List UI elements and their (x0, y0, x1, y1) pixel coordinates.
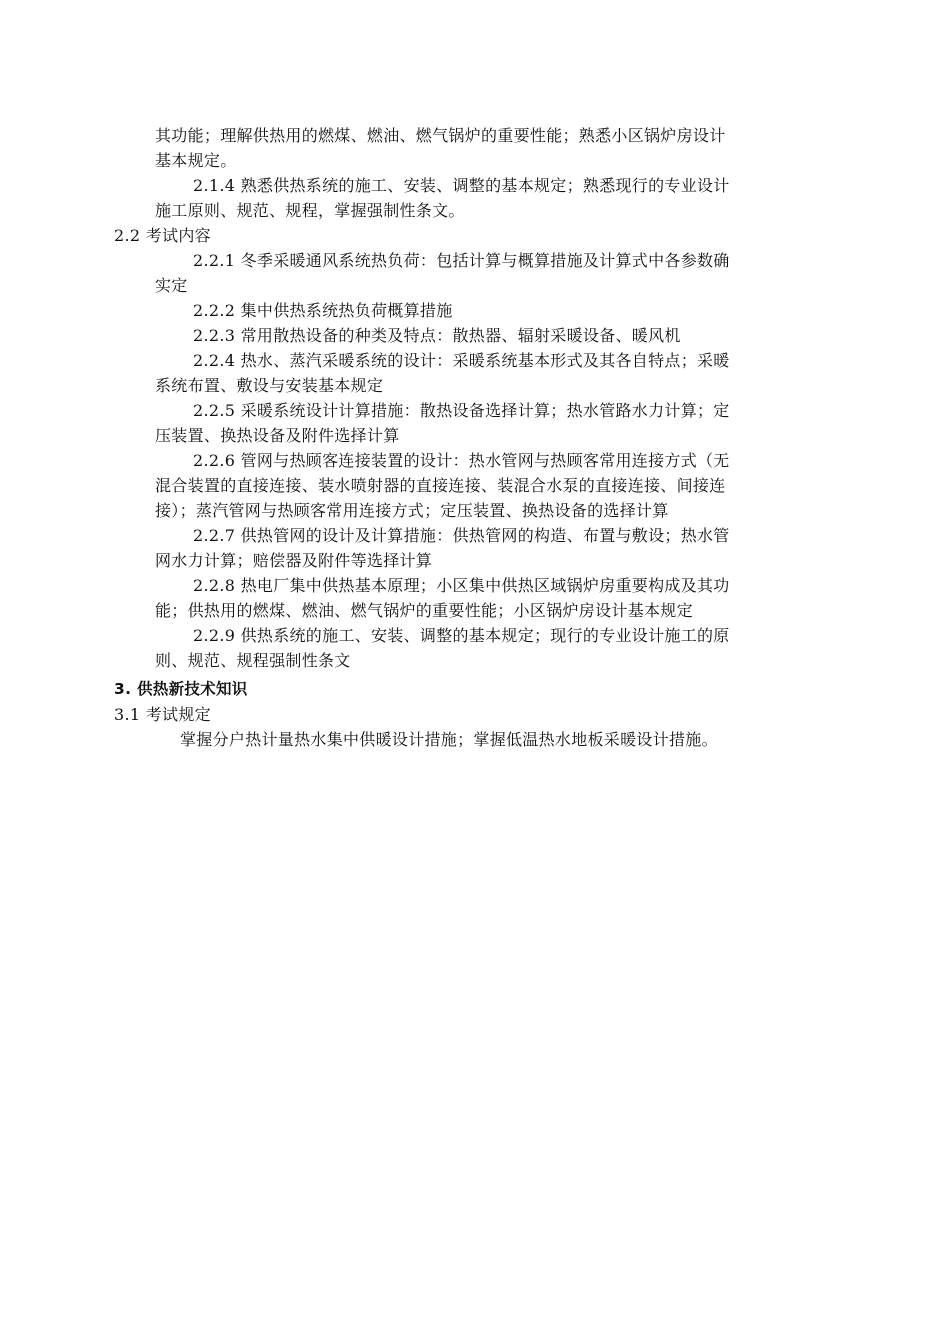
item-2-2-2: 2.2.2 集中供热系统热负荷概算措施 (193, 301, 453, 320)
paragraph-line: 网水力计算；赔偿器及附件等选择计算 (155, 551, 433, 570)
paragraph-line: 混合装置的直接连接、装水喷射器的直接连接、装混合水泵的直接连接、间接连 (155, 476, 726, 495)
section-heading-3-1: 3.1 考试规定 (114, 705, 211, 724)
item-2-2-1: 2.2.1 冬季采暖通风系统热负荷：包括计算与概算措施及计算式中各参数确 (193, 251, 730, 270)
section-heading-3: 3. 供热新技术知识 (114, 680, 248, 698)
item-2-2-6: 2.2.6 管网与热顾客连接装置的设计：热水管网与热顾客常用连接方式（无 (193, 451, 730, 470)
paragraph-line: 系统布置、敷设与安装基本规定 (155, 376, 384, 395)
item-2-2-3: 2.2.3 常用散热设备的种类及特点：散热器、辐射采暖设备、暖风机 (193, 326, 681, 345)
item-2-2-7: 2.2.7 供热管网的设计及计算措施：供热管网的构造、布置与敷设；热水管 (193, 526, 730, 545)
paragraph-line: 压装置、换热设备及附件选择计算 (155, 426, 400, 445)
document-body (0, 123, 950, 752)
item-2-2-4: 2.2.4 热水、蒸汽采暖系统的设计：采暖系统基本形式及其各自特点；采暖 (193, 351, 730, 370)
paragraph-line: 能；供热用的燃煤、燃油、燃气锅炉的重要性能；小区锅炉房设计基本规定 (155, 601, 693, 620)
paragraph-line: 接）；蒸汽管网与热顾客常用连接方式；定压装置、换热设备的选择计算 (155, 501, 669, 520)
section-heading-2-2: 2.2 考试内容 (114, 226, 211, 245)
item-2-2-5: 2.2.5 采暖系统设计计算措施：散热设备选择计算；热水管路水力计算；定 (193, 401, 730, 420)
paragraph-line: 则、规范、规程强制性条文 (155, 651, 351, 670)
paragraph-line: 施工原则、规范、规程，掌握强制性条文。 (155, 201, 465, 220)
paragraph-line: 实定 (155, 276, 188, 295)
paragraph-line: 掌握分户热计量热水集中供暖设计措施；掌握低温热水地板采暖设计措施。 (180, 730, 718, 749)
paragraph-line: 其功能；理解供热用的燃煤、燃油、燃气锅炉的重要性能；熟悉小区锅炉房设计 (155, 126, 726, 145)
item-2-2-8: 2.2.8 热电厂集中供热基本原理；小区集中供热区域锅炉房重要构成及其功 (193, 576, 730, 595)
item-2-1-4: 2.1.4 熟悉供热系统的施工、安装、调整的基本规定；熟悉现行的专业设计 (193, 176, 730, 195)
item-2-2-9: 2.2.9 供热系统的施工、安装、调整的基本规定；现行的专业设计施工的原 (193, 626, 730, 645)
paragraph-line: 基本规定。 (155, 151, 237, 170)
